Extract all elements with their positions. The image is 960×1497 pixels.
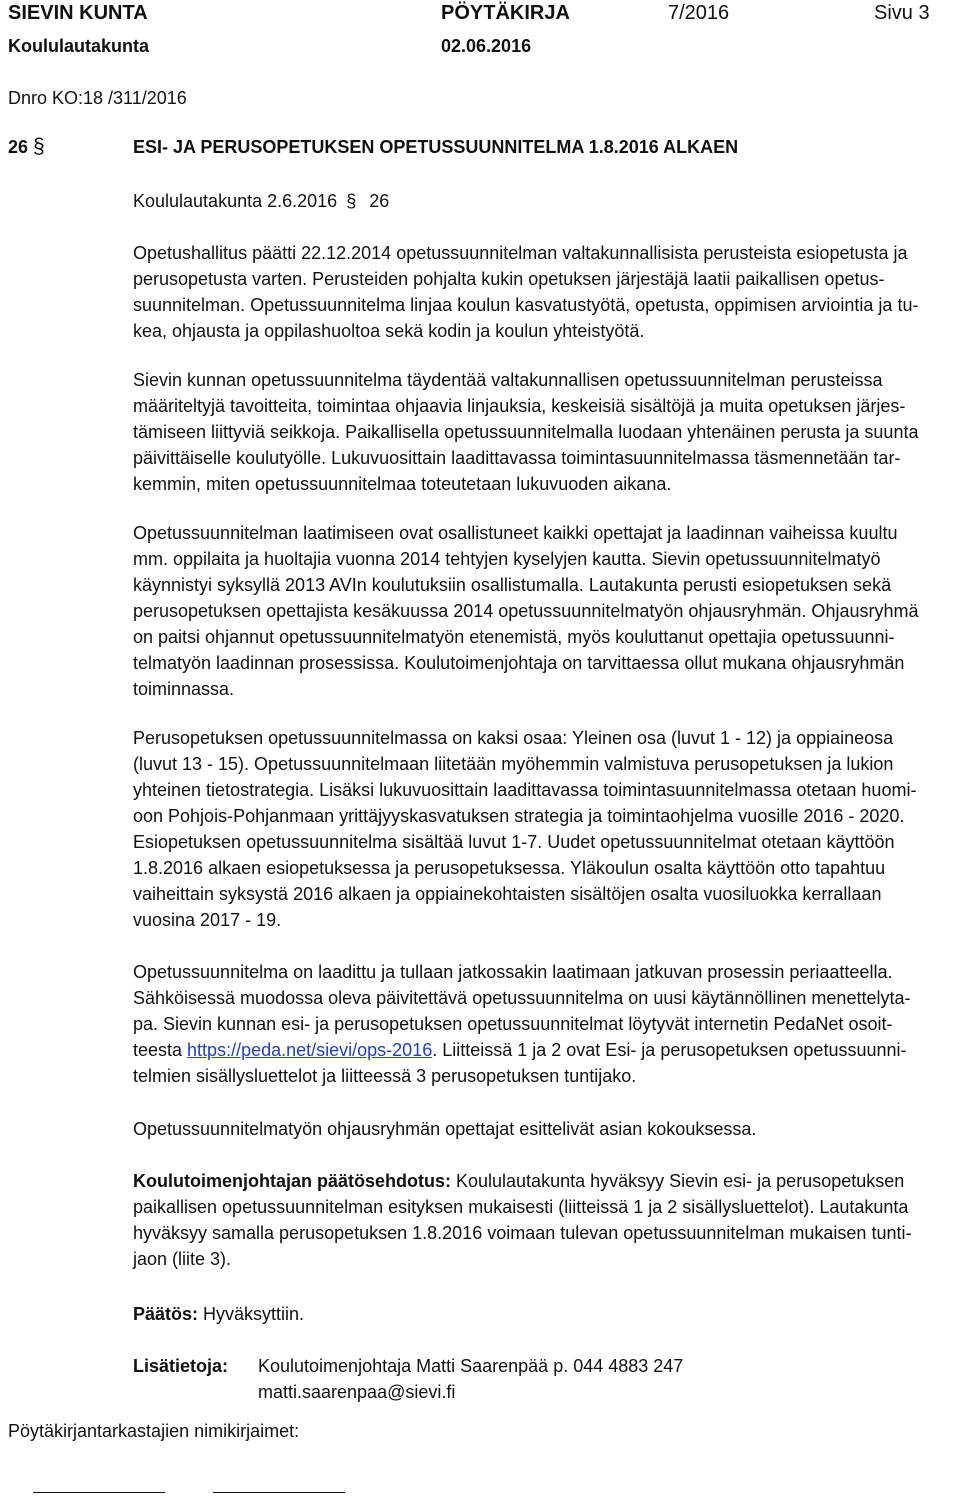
signature-line-2 [213, 1492, 345, 1493]
doc-type: PÖYTÄKIRJA [441, 2, 570, 24]
para2-line: kemmin, miten opetussuunnitelmaa toteutetaan lukuvuoden aikana. [133, 474, 672, 494]
doc-number: 7/2016 [668, 2, 730, 24]
para5-line: Opetussuunnitelma on laadittu ja tullaan jatkossakin laatimaan jatkuvan prosessin periaatteella. [133, 962, 893, 982]
para2-line: päivittäiselle koulutyölle. Lukuvuosittain laadittavassa toimintasuunnitelmassa täsmennetään tar- [133, 448, 901, 468]
para3-line: perusopetuksen opettajista kesäkuussa 2014 opetussuunnitelmatyön ohjausryhmän. Ohjausryhmä [133, 601, 919, 621]
section-title: ESI- JA PERUSOPETUKSEN OPETUSSUUNNITELMA 1.8.2016 ALKAEN [133, 137, 739, 157]
para3-line: toiminnassa. [133, 679, 235, 699]
para1-line: kea, ohjausta ja oppilashuoltoa sekä kodin ja koulun yhteistyötä. [133, 321, 645, 341]
decision-line [133, 1304, 304, 1325]
reference-line [133, 191, 389, 212]
decision-text: Hyväksyttiin. [198, 1304, 305, 1324]
para6-line: Opetussuunnitelmatyön ohjausryhmän opettajat esittelivät asian kokouksessa. [133, 1119, 757, 1139]
ops-link[interactable]: https://peda.net/sievi/ops-2016 [187, 1040, 433, 1060]
info-email: matti.saarenpaa@sievi.fi [258, 1382, 456, 1402]
info-contact: Koulutoimenjohtaja Matti Saarenpää p. 044 4883 247 [258, 1356, 684, 1376]
para5-line: Sähköisessä muodossa oleva päivitettävä opetussuunnitelma on uusi käytännöllinen menettelyta- [133, 988, 911, 1008]
page-number: Sivu 3 [874, 2, 930, 24]
para2-line: Sievin kunnan opetussuunnitelma täydentää valtakunnallisen opetussuunnitelman perusteissa [133, 370, 883, 390]
para3-line: on paitsi ohjannut opetussuunnitelmatyön etenemistä, myös kouluttanut opettajia opetussuunni- [133, 627, 895, 647]
reference-symbol: § [346, 191, 357, 211]
para2-line: määriteltyjä tavoitteita, toimintaa ohjaavia linjauksia, keskeisiä sisältöjä ja muita opetuksen järjes- [133, 396, 906, 416]
reference-text: Koululautakunta 2.6.2016 [133, 191, 338, 211]
signature-line-1 [33, 1492, 165, 1493]
proposal-text: Koululautakunta hyväksyy Sievin esi- ja perusopetuksen [451, 1171, 905, 1191]
para2-line: tämiseen liittyviä seikkoja. Paikallisella opetussuunnitelmalla luodaan yhtenäinen perusta ja suunta [133, 422, 919, 442]
section-number: 26 [8, 137, 29, 157]
link-prefix: teesta [133, 1040, 188, 1060]
decision-label: Päätös: [133, 1304, 199, 1324]
para3-line: käynnistyi syksyllä 2013 AVIn koulutuksiin osallistumalla. Lautakunta perusti esiopetuksen sekä [133, 575, 892, 595]
para5-line: pa. Sievin kunnan esi- ja perusopetuksen opetussuunnitelmat löytyvät internetin PedaNet osoit- [133, 1014, 893, 1034]
para5-link-line [133, 1040, 907, 1061]
proposal-line: paikallisen opetussuunnitelman esityksen mukaisesti (liitteissä 1 ja 2 sisällysluettelot). Lautakunta [133, 1197, 909, 1217]
org-name: SIEVIN KUNTA [8, 2, 148, 24]
para4-line: (luvut 13 - 15). Opetussuunnitelmaan liitetään myöhemmin valmistuva perusopetuksen ja lukion [133, 754, 894, 774]
para5-line: telmien sisällysluettelot ja liitteessä 3 perusopetuksen tuntijako. [133, 1066, 637, 1086]
committee-name: Koululautakunta [8, 36, 150, 56]
para1-line: perusopetusta varten. Perusteiden pohjalta kukin opetuksen järjestäjä laatii paikallisen opetus- [133, 269, 885, 289]
para3-line: Opetussuunnitelman laatimiseen ovat osallistuneet kaikki opettajat ja laadinnan vaiheissa kuultu [133, 523, 898, 543]
meeting-date: 02.06.2016 [441, 36, 532, 56]
para3-line: telmatyön laadinnan prosessissa. Koulutoimenjohtaja on tarvittaessa ollut mukana ohjausryhmän [133, 653, 905, 673]
reference-number: 26 [369, 191, 390, 211]
proposal-line: jaon (liite 3). [133, 1249, 232, 1269]
dnro: Dnro KO:18 /311/2016 [8, 88, 187, 108]
para4-line: vuosina 2017 - 19. [133, 910, 282, 930]
info-label: Lisätietoja: [133, 1356, 229, 1376]
para4-line: Esiopetuksen opetussuunnitelma sisältää luvut 1-7. Uudet opetussuunnitelmat otetaan käyttöön [133, 832, 895, 852]
para4-line: vaiheittain syksystä 2016 alkaen ja oppiainekohtaisten sisältöjen osalta vuosiluokka kerrallaan [133, 884, 882, 904]
para4-line: oon Pohjois-Pohjanmaan yrittäjyyskasvatuksen strategia ja toimintaohjelma vuosille 2016 - 2020. [133, 806, 905, 826]
signature-label: Pöytäkirjantarkastajien nimikirjaimet: [8, 1421, 300, 1441]
para4-line: 1.8.2016 alkaen esiopetuksessa ja perusopetuksessa. Yläkoulun osalta käyttöön otto tapahtuu [133, 858, 886, 878]
section-symbol: § [33, 135, 45, 158]
para3-line: mm. oppilaita ja huoltajia vuonna 2014 tehtyjen kyselyjen kautta. Sievin opetussuunnitelmatyö [133, 549, 881, 569]
link-suffix: . Liitteissä 1 ja 2 ovat Esi- ja perusopetuksen opetussuunni- [432, 1040, 907, 1060]
para4-line: yhteinen tietostrategia. Lisäksi lukuvuosittain laadittavassa toimintasuunnitelmassa otetaan huomi- [133, 780, 917, 800]
proposal-line: hyväksyy samalla perusopetuksen 1.8.2016 voimaan tulevan opetussuunnitelman mukaisen tunti- [133, 1223, 912, 1243]
para1-line: suunnitelman. Opetussuunnitelma linjaa koulun kasvatustyötä, opetusta, oppimisen arviointia ja tu- [133, 295, 919, 315]
para1-line: Opetushallitus päätti 22.12.2014 opetussuunnitelman valtakunnallisista perusteista esiopetusta ja [133, 243, 908, 263]
para4-line: Perusopetuksen opetussuunnitelmassa on kaksi osaa: Yleinen osa (luvut 1 - 12) ja oppiaineosa [133, 728, 894, 748]
proposal-first-line [133, 1171, 904, 1192]
proposal-label: Koulutoimenjohtajan päätösehdotus: [133, 1171, 451, 1191]
